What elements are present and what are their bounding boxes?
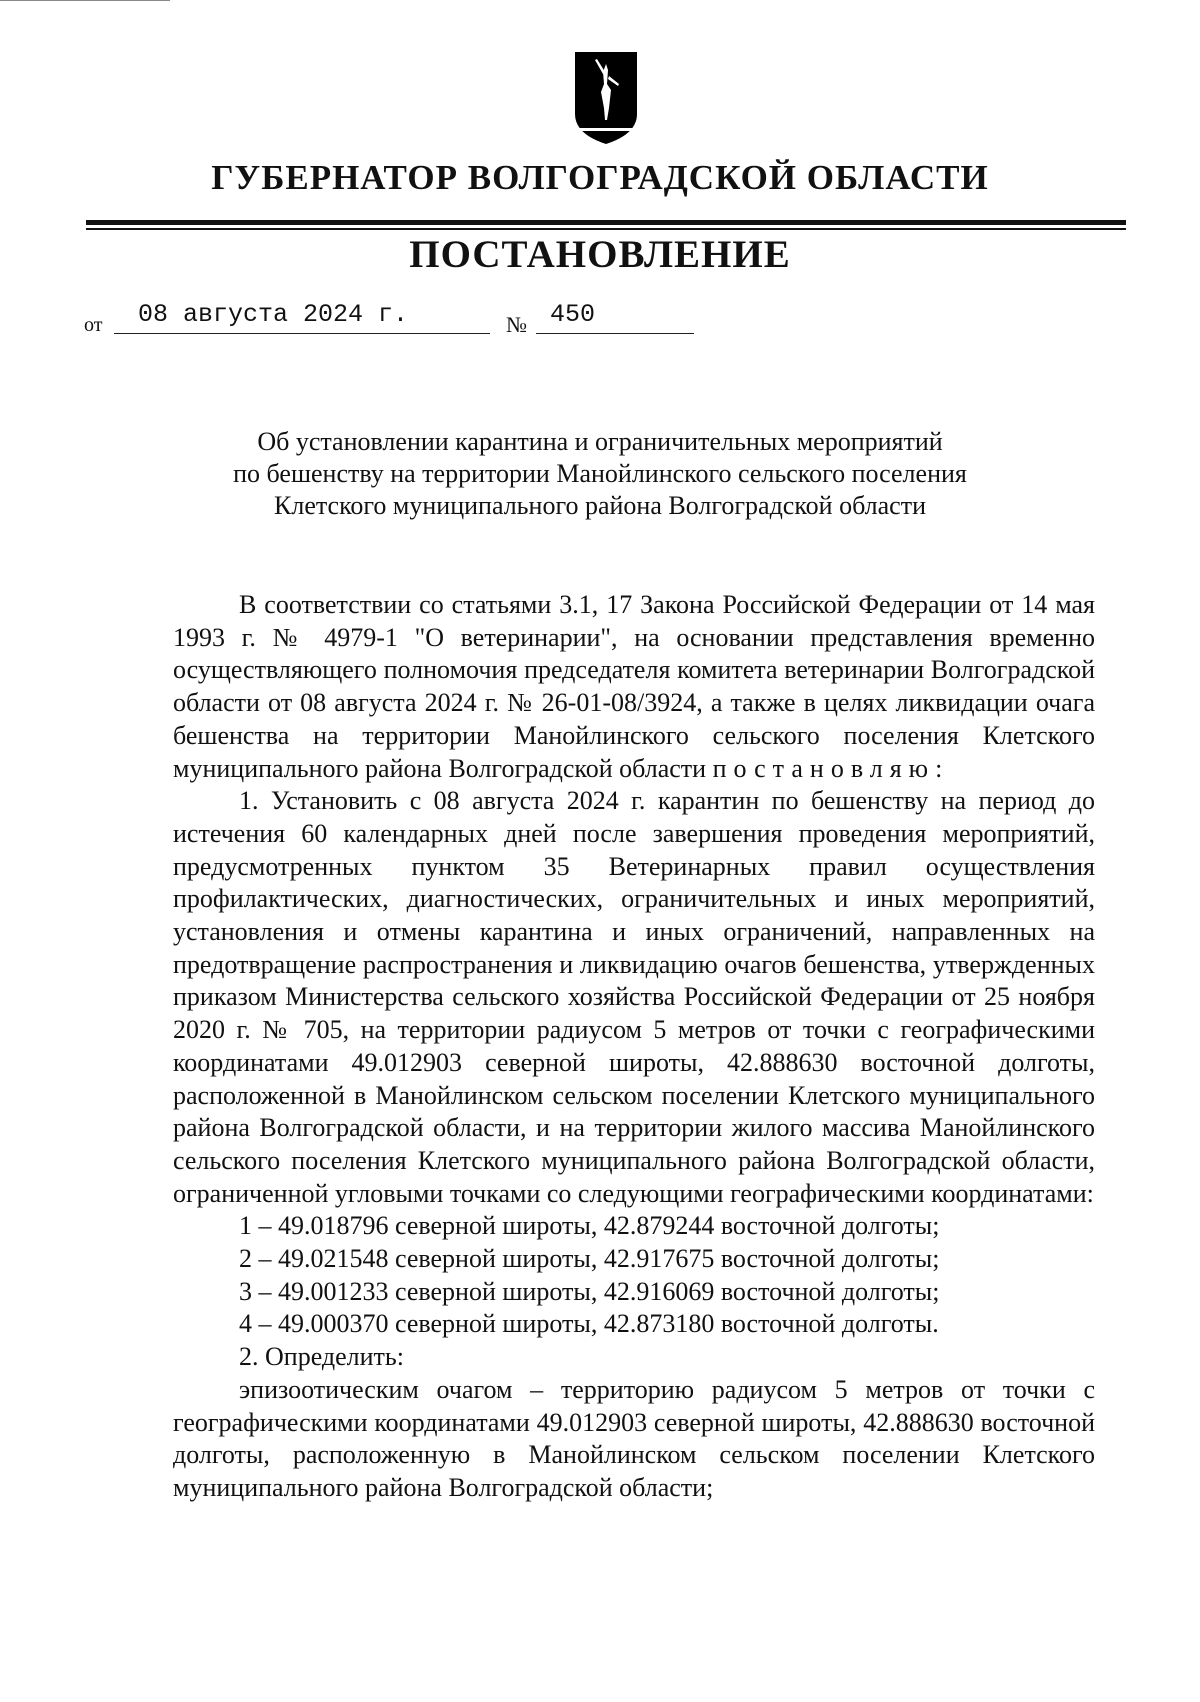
issuing-authority: ГУБЕРНАТОР ВОЛГОГРАДСКОЙ ОБЛАСТИ (211, 158, 989, 197)
subject-line-3: Клетского муниципального района Волгоградской области (274, 491, 926, 520)
coordinate-point-3: 3 – 49.001233 северной широты, 42.916069 восточной долготы; (239, 1276, 940, 1306)
date-underline (114, 333, 490, 334)
decree-word: постановляю: (712, 753, 950, 783)
subject-line-2: по бешенству на территории Манойлинского сельского поселения (233, 459, 967, 488)
header-rule-thick (86, 220, 1126, 225)
document-number: 450 (550, 300, 596, 329)
coordinate-point-4: 4 – 49.000370 северной широты, 42.873180 восточной долготы. (239, 1309, 939, 1339)
item-2-paragraph: эпизоотическим очагом – территорию радиусом 5 метров от точки с географическими координатами 49.012903 северной широты, 42.888630 восточной долготы, расположенную в Манойлинском сельском поселении Клетского муниципального района Волгоградской области; (173, 1374, 1095, 1502)
document-subject (0, 426, 1200, 522)
volgograd-coat-of-arms-icon (573, 50, 639, 147)
document-date: 08 августа 2024 г. (138, 300, 409, 329)
document-body (173, 589, 1095, 1505)
number-label: № (506, 312, 527, 337)
coordinate-point-1: 1 – 49.018796 северной широты, 42.879244 восточной долготы; (239, 1211, 940, 1241)
document-type-title: ПОСТАНОВЛЕНИЕ (409, 233, 791, 276)
preamble-text: В соответствии со статьями 3.1, 17 Закона Российской Федерации от 14 мая 1993 г. № 4979-1 "О ветеринарии", на основании представления временно осуществляющего полномочия председателя комитета ветеринарии Волгоградской области от 08 августа 2024 г. № 26-01-08/3924, а также в целях ликвидации очага бешенства на территории Манойлинского сельского поселения Клетского муниципального района Волгоградской области (173, 590, 1095, 783)
preamble-paragraph (173, 589, 1095, 785)
number-underline (536, 333, 694, 334)
coordinate-point-2: 2 – 49.021548 северной широты, 42.917675 восточной долготы; (239, 1244, 940, 1274)
subject-line-1: Об установлении карантина и ограничительных мероприятий (257, 427, 943, 456)
item-2-heading: 2. Определить: (239, 1342, 404, 1372)
item-1-paragraph: 1. Установить с 08 августа 2024 г. карантин по бешенству на период до истечения 60 календарных дней после завершения проведения мероприятий, предусмотренных пунктом 35 Ветеринарных правил осуществления профилактических, диагностических, ограничительных и иных мероприятий, установления и отмены карантина и иных ограничений, направленных на предотвращение распространения и ликвидацию очагов бешенства, утвержденных приказом Министерства сельского хозяйства Российской Федерации от 25 ноября 2020 г. № 705, на территории радиусом 5 метров от точки с географическими координатами 49.012903 северной широты, 42.888630 восточной долготы, расположенной в Манойлинском сельском поселении Клетского муниципального района Волгоградской области, и на территории жилого массива Манойлинского сельского поселения Клетского муниципального района Волгоградской области, ограниченной угловыми точками со следующими географическими координатами: (173, 786, 1095, 1208)
header-rule-thin (86, 228, 1126, 230)
date-label: от (84, 314, 103, 336)
document-meta-row (84, 300, 724, 340)
scan-corner-mark (0, 0, 170, 1)
